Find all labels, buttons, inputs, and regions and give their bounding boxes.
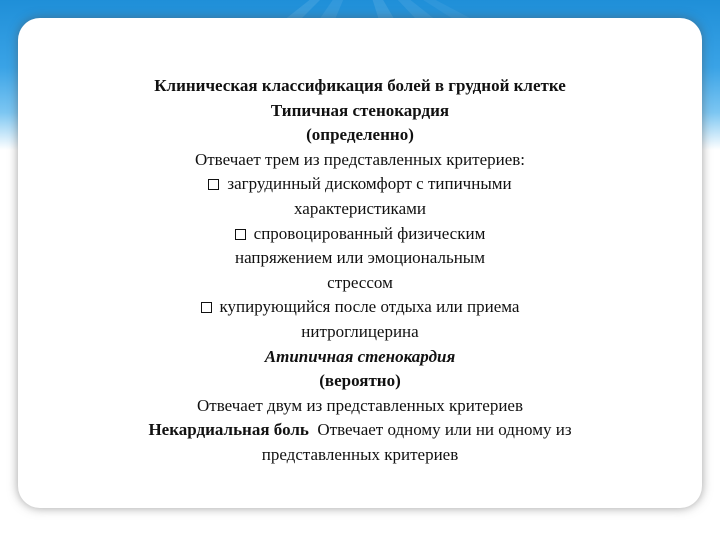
criterion-2-continuation-2: стрессом bbox=[327, 272, 393, 292]
criterion-1-continuation: характеристиками bbox=[294, 198, 426, 218]
criterion-3 bbox=[60, 295, 660, 320]
checkbox-icon bbox=[235, 229, 246, 240]
typical-angina-qualifier: (определенно) bbox=[306, 125, 414, 145]
criterion-3-text: купирующийся после отдыха или приема bbox=[219, 297, 520, 317]
criterion-2 bbox=[60, 222, 660, 247]
noncardiac-line bbox=[60, 418, 660, 443]
criterion-2-continuation-1: напряжением или эмоциональным bbox=[235, 248, 485, 268]
checkbox-icon bbox=[208, 179, 219, 190]
criterion-3-continuation: нитроглицерина bbox=[301, 321, 419, 341]
noncardiac-continuation: представленных критериев bbox=[261, 444, 459, 464]
criterion-2-text: спровоцированный физическим bbox=[253, 223, 486, 243]
criterion-1 bbox=[60, 172, 660, 197]
criterion-1-text: загрудинный дискомфорт с типичными bbox=[227, 174, 512, 194]
classification-text bbox=[60, 74, 660, 468]
noncardiac-description: Отвечает одному или ни одному из bbox=[317, 420, 572, 440]
checkbox-icon bbox=[201, 302, 212, 313]
slide-title: Клиническая классификация болей в грудной клетке bbox=[154, 76, 566, 95]
noncardiac-heading: Некардиальная боль bbox=[148, 420, 309, 440]
atypical-description: Отвечает двум из представленных критериев bbox=[196, 395, 523, 415]
atypical-angina-heading: Атипичная стенокардия bbox=[264, 346, 456, 366]
typical-criteria-intro: Отвечает трем из представленных критериев: bbox=[194, 149, 526, 169]
atypical-angina-qualifier: (вероятно) bbox=[319, 371, 401, 391]
typical-angina-heading: Типичная стенокардия bbox=[270, 100, 450, 120]
